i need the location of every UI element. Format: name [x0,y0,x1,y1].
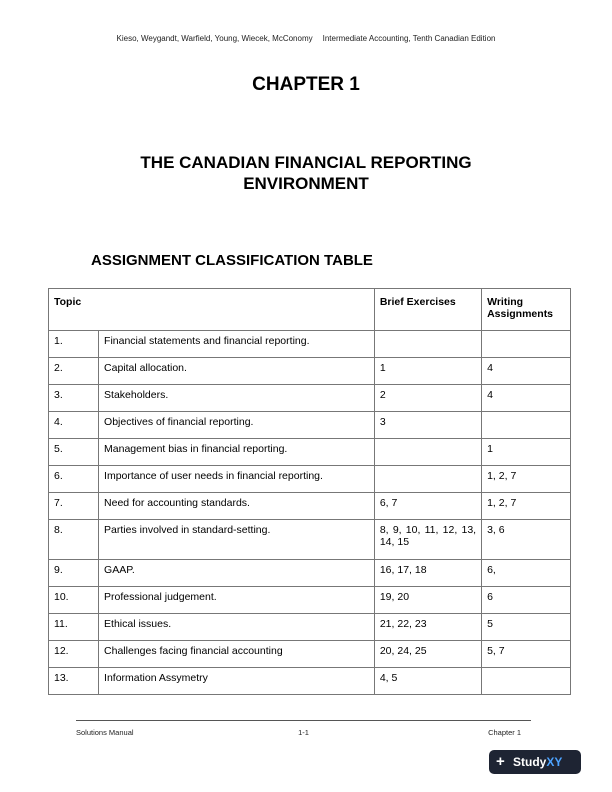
row-number: 7. [49,493,99,520]
row-brief-exercises: 3 [374,412,481,439]
row-writing-assignments: 4 [482,385,571,412]
table-row [49,520,571,560]
table-row [49,412,571,439]
row-number: 4. [49,412,99,439]
row-topic: Professional judgement. [99,587,375,614]
row-topic: Ethical issues. [99,614,375,641]
row-writing-assignments [482,668,571,695]
table-row [49,614,571,641]
row-topic: Need for accounting standards. [99,493,375,520]
row-number: 3. [49,385,99,412]
row-number: 11. [49,614,99,641]
table-row [49,466,571,493]
row-writing-assignments [482,412,571,439]
row-brief-exercises [374,439,481,466]
row-topic: Capital allocation. [99,358,375,385]
row-writing-assignments: 6 [482,587,571,614]
table-row [49,331,571,358]
row-brief-exercises: 1 [374,358,481,385]
table-body [49,331,571,695]
row-writing-assignments [482,331,571,358]
table-row [49,439,571,466]
row-writing-assignments: 5 [482,614,571,641]
assignment-classification-table [48,288,571,695]
table-row [49,385,571,412]
row-number: 9. [49,560,99,587]
row-topic: Objectives of financial reporting. [99,412,375,439]
row-topic: GAAP. [99,560,375,587]
section-title: ASSIGNMENT CLASSIFICATION TABLE [91,252,373,269]
row-brief-exercises: 4, 5 [374,668,481,695]
chapter-heading: CHAPTER 1 [252,74,360,95]
header-book-title: Intermediate Accounting, Tenth Canadian Edition [322,34,496,43]
row-number: 8. [49,520,99,560]
brand-name-xy: XY [546,755,563,769]
row-number: 5. [49,439,99,466]
row-number: 10. [49,587,99,614]
row-brief-exercises: 20, 24, 25 [374,641,481,668]
footer-right: Chapter 1 [488,728,521,737]
studyxy-badge[interactable] [489,750,581,774]
table-row [49,358,571,385]
header-brief-exercises: Brief Exercises [374,289,481,331]
header-writing-assignments: Writing Assignments [482,289,571,331]
row-brief-exercises: 16, 17, 18 [374,560,481,587]
table-row [49,641,571,668]
footer-left: Solutions Manual [76,728,134,737]
row-topic: Information Assymetry [99,668,375,695]
table-row [49,493,571,520]
table-row [49,668,571,695]
header-topic: Topic [49,289,375,331]
row-writing-assignments: 1 [482,439,571,466]
chapter-title [80,152,532,194]
row-number: 2. [49,358,99,385]
brand-name [513,750,562,774]
brand-name-study: Study [513,755,547,769]
chapter-title-line1: THE CANADIAN FINANCIAL REPORTING [140,153,472,172]
row-writing-assignments: 1, 2, 7 [482,493,571,520]
row-number: 13. [49,668,99,695]
row-writing-assignments: 3, 6 [482,520,571,560]
page-header [0,34,612,43]
table-row [49,587,571,614]
table-header-row [49,289,571,331]
row-writing-assignments: 4 [482,358,571,385]
row-writing-assignments: 6, [482,560,571,587]
row-topic: Parties involved in standard-setting. [99,520,375,560]
row-topic: Stakeholders. [99,385,375,412]
row-brief-exercises: 19, 20 [374,587,481,614]
plus-icon: + [496,753,505,770]
row-writing-assignments: 5, 7 [482,641,571,668]
header-authors: Kieso, Weygandt, Warfield, Young, Wiecek, McConomy [116,34,313,43]
table-row [49,560,571,587]
row-number: 6. [49,466,99,493]
footer-page-number: 1-1 [298,728,309,737]
row-topic: Challenges facing financial accounting [99,641,375,668]
row-brief-exercises [374,466,481,493]
row-brief-exercises: 2 [374,385,481,412]
row-brief-exercises: 8, 9, 10, 11, 12, 13, 14, 15 [374,520,481,560]
row-topic: Management bias in financial reporting. [99,439,375,466]
row-brief-exercises: 6, 7 [374,493,481,520]
row-brief-exercises: 21, 22, 23 [374,614,481,641]
row-brief-exercises [374,331,481,358]
row-writing-assignments: 1, 2, 7 [482,466,571,493]
row-number: 12. [49,641,99,668]
row-topic: Importance of user needs in financial reporting. [99,466,375,493]
chapter-title-line2: ENVIRONMENT [243,174,369,193]
row-topic: Financial statements and financial reporting. [99,331,375,358]
footer-divider [76,720,531,721]
row-number: 1. [49,331,99,358]
